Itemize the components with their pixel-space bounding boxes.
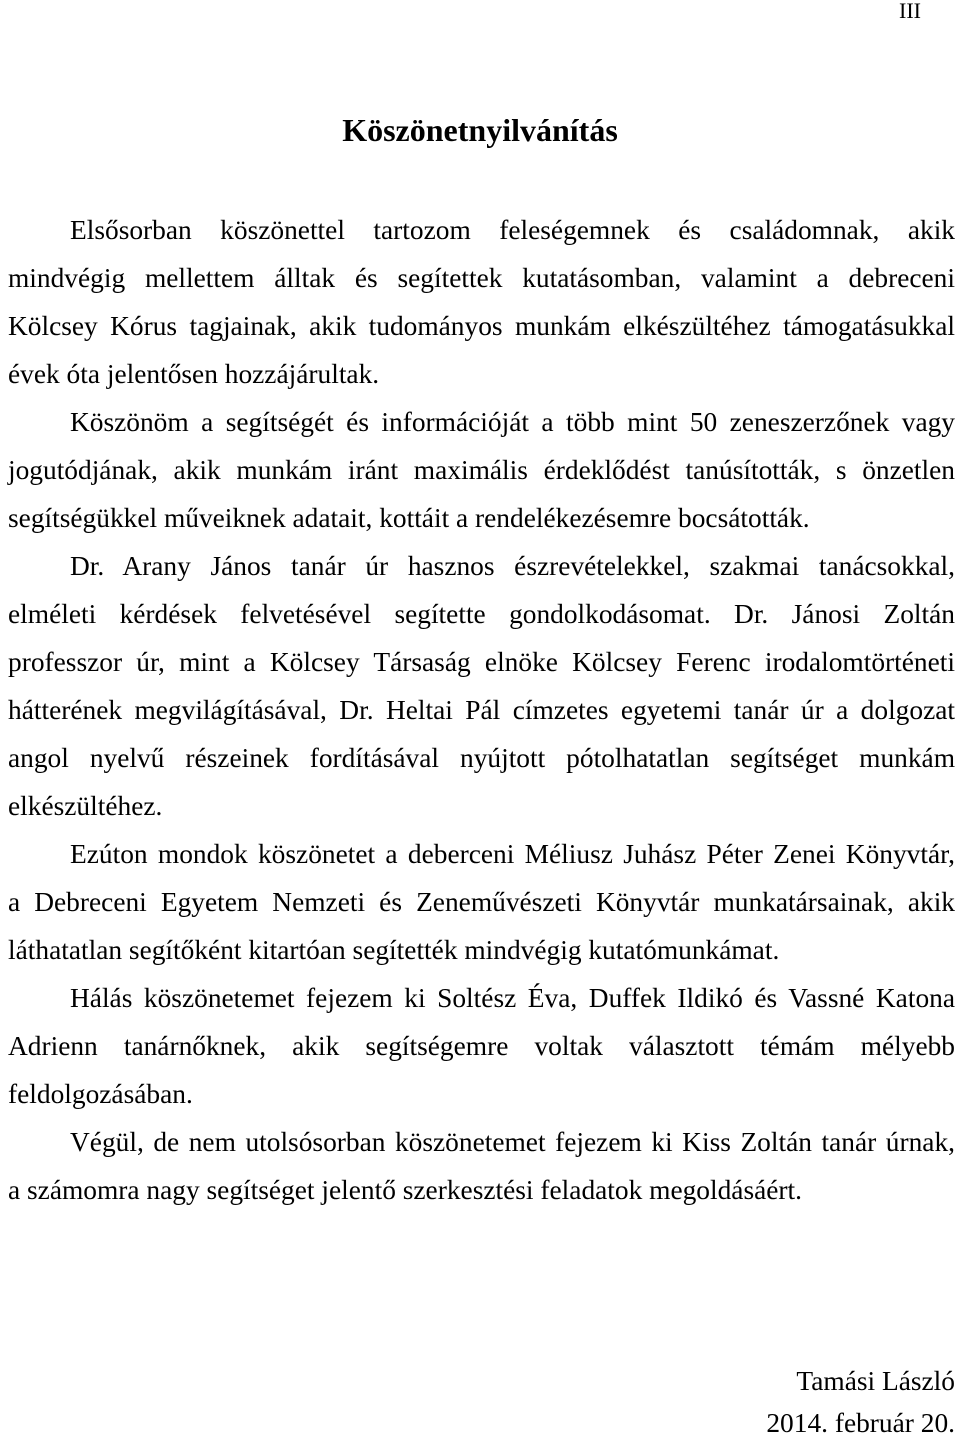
paragraph-line: évek óta jelentősen hozzájárultak. [8, 359, 380, 389]
signature-name: Tamási László [796, 1366, 955, 1396]
paragraph-line: elméleti kérdések felvetésével segítette gondolkodásomat. Dr. Jánosi Zoltán [8, 599, 955, 629]
paragraph-2 [8, 398, 955, 542]
paragraph-1 [8, 206, 955, 398]
paragraph-line: elkészültéhez. [8, 791, 163, 821]
paragraph-line: a Debreceni Egyetem Nemzeti és Zeneművészeti Könyvtár munkatársainak, akik [8, 887, 955, 917]
paragraph-5 [8, 974, 955, 1118]
paragraph-line: Adrienn tanárnőknek, akik segítségemre voltak választott témám mélyebb [8, 1031, 955, 1061]
paragraph-4 [8, 830, 955, 974]
paragraph-line: Dr. Arany János tanár úr hasznos észrevételekkel, szakmai tanácsokkal, [70, 551, 955, 581]
paragraph-line: segítségükkel műveiknek adatait, kottáit a rendelékezésemre bocsátották. [8, 503, 810, 533]
paragraph-3 [8, 542, 955, 830]
paragraph-line: professzor úr, mint a Kölcsey Társaság elnöke Kölcsey Ferenc irodalomtörténeti [8, 647, 955, 677]
page-number: III [899, 0, 921, 23]
paragraph-line: Kölcsey Kórus tagjainak, akik tudományos munkám elkészültéhez támogatásukkal [8, 311, 955, 341]
paragraph-line: Ezúton mondok köszönetet a deberceni Méliusz Juhász Péter Zenei Könyvtár, [70, 839, 955, 869]
paragraph-line: láthatatlan segítőként kitartóan segítették mindvégig kutatómunkámat. [8, 935, 780, 965]
paragraph-line: a számomra nagy segítséget jelentő szerkesztési feladatok megoldásáért. [8, 1175, 803, 1205]
paragraph-line: angol nyelvű részeinek fordításával nyújtott pótolhatatlan segítséget munkám [8, 743, 955, 773]
paragraph-line: feldolgozásában. [8, 1079, 193, 1109]
paragraph-line: hátterének megvilágításával, Dr. Heltai Pál címzetes egyetemi tanár úr a dolgozat [8, 695, 955, 725]
paragraph-line: Végül, de nem utolsósorban köszönetemet fejezem ki Kiss Zoltán tanár úrnak, [70, 1127, 955, 1157]
paragraph-line: mindvégig mellettem álltak és segítettek kutatásomban, valamint a debreceni [8, 263, 955, 293]
signature-date: 2014. február 20. [766, 1408, 955, 1438]
document-body [8, 206, 955, 1214]
paragraph-6 [8, 1118, 955, 1214]
paragraph-line: Elsősorban köszönettel tartozom feleségemnek és családomnak, akik [70, 215, 955, 245]
paragraph-line: jogutódjának, akik munkám iránt maximális érdeklődést tanúsították, s önzetlen [8, 455, 955, 485]
page-title: Köszönetnyilvánítás [342, 112, 618, 148]
paragraph-line: Köszönöm a segítségét és információját a több mint 50 zeneszerzőnek vagy [70, 407, 955, 437]
paragraph-line: Hálás köszönetemet fejezem ki Soltész Éva, Duffek Ildikó és Vassné Katona [70, 983, 955, 1013]
